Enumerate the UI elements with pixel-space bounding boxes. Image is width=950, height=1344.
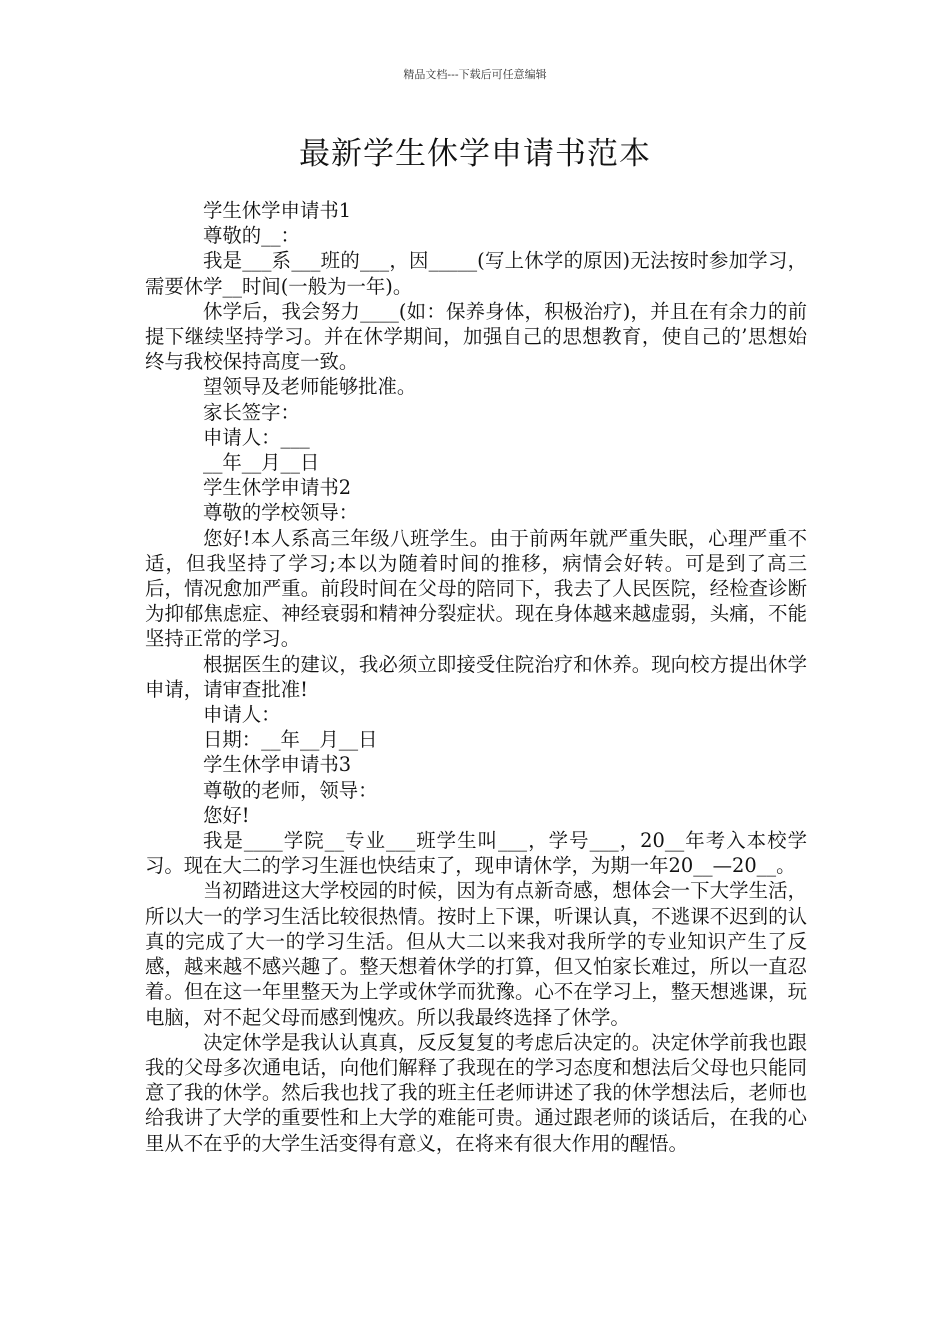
- body-paragraph: 我是____学院__专业___班学生叫___，学号___，20__年考入本校学习。现在大二的学习生涯也快结束了，现申请休学，为期一年20__—20__。: [145, 829, 807, 878]
- salutation: 尊敬的__：: [203, 224, 300, 248]
- date-line: 日期：__年__月__日: [203, 728, 378, 752]
- body-paragraph: 根据医生的建议，我必须立即接受住院治疗和休养。现向校方提出休学申请，请审查批准!: [145, 652, 807, 701]
- body-paragraph: 当初踏进这大学校园的时候，因为有点新奇感，想体会一下大学生活，所以大一的学习生活比较很热情。按时上下课，听课认真，不逃课不迟到的认真的完成了大一的学习生活。但从大二以来我对我所学的专业知识产生了反感，越来越不感兴趣了。整天想着休学的打算，但又怕家长难过，所以一直忍着。但在这一年里整天为上学或休学而犹豫。心不在学习上，整天想逃课，玩电脑，对不起父母而感到愧疚。所以我最终选择了休学。: [145, 879, 807, 1029]
- salutation: 尊敬的老师，领导：: [203, 778, 378, 802]
- section-heading-2: 学生休学申请书2: [203, 476, 352, 500]
- page-header: 精品文档---下载后可任意编辑: [403, 68, 547, 81]
- applicant-line: 申请人：: [203, 703, 281, 727]
- parent-signature-line: 家长签字：: [203, 400, 300, 424]
- section-heading-3: 学生休学申请书3: [203, 753, 352, 777]
- body-paragraph: 决定休学是我认认真真，反反复复的考虑后决定的。决定休学前我也跟我的父母多次通电话，向他们解释了我现在的学习态度和想法后父母也只能同意了我的休学。然后我也找了我的班主任老师讲述了我的休学想法后，老师也给我讲了大学的重要性和上大学的难能可贵。通过跟老师的谈话后，在我的心里从不在乎的大学生活变得有意义，在将来有很大作用的醒悟。: [145, 1030, 807, 1155]
- greeting-line: 您好!: [203, 803, 250, 827]
- body-paragraph: 我是___系___班的___，因_____(写上休学的原因)无法按时参加学习，需要休学__时间(一般为一年)。: [145, 249, 807, 298]
- date-line: __年__月__日: [203, 451, 320, 475]
- document-body: [145, 198, 807, 1156]
- body-line: 望领导及老师能够批准。: [203, 375, 417, 399]
- applicant-line: 申请人：___: [203, 425, 310, 449]
- body-paragraph: 您好!本人系高三年级八班学生。由于前两年就严重失眠，心理严重不适，但我坚持了学习;本以为随着时间的推移，病情会好转。可是到了高三后，情况愈加严重。前段时间在父母的陪同下，我去了人民医院，经检查诊断为抑郁焦虑症、神经衰弱和精神分裂症状。现在身体越来越虚弱，头痛，不能坚持正常的学习。: [145, 526, 807, 651]
- document-title: 最新学生休学申请书范本: [299, 136, 651, 172]
- body-paragraph: 休学后，我会努力____(如：保养身体，积极治疗)，并且在有余力的前提下继续坚持学习。并在休学期间，加强自己的思想教育，使自己的’思想始终与我校保持高度一致。: [145, 299, 807, 374]
- salutation: 尊敬的学校领导：: [203, 501, 359, 525]
- section-heading-1: 学生休学申请书1: [203, 199, 352, 222]
